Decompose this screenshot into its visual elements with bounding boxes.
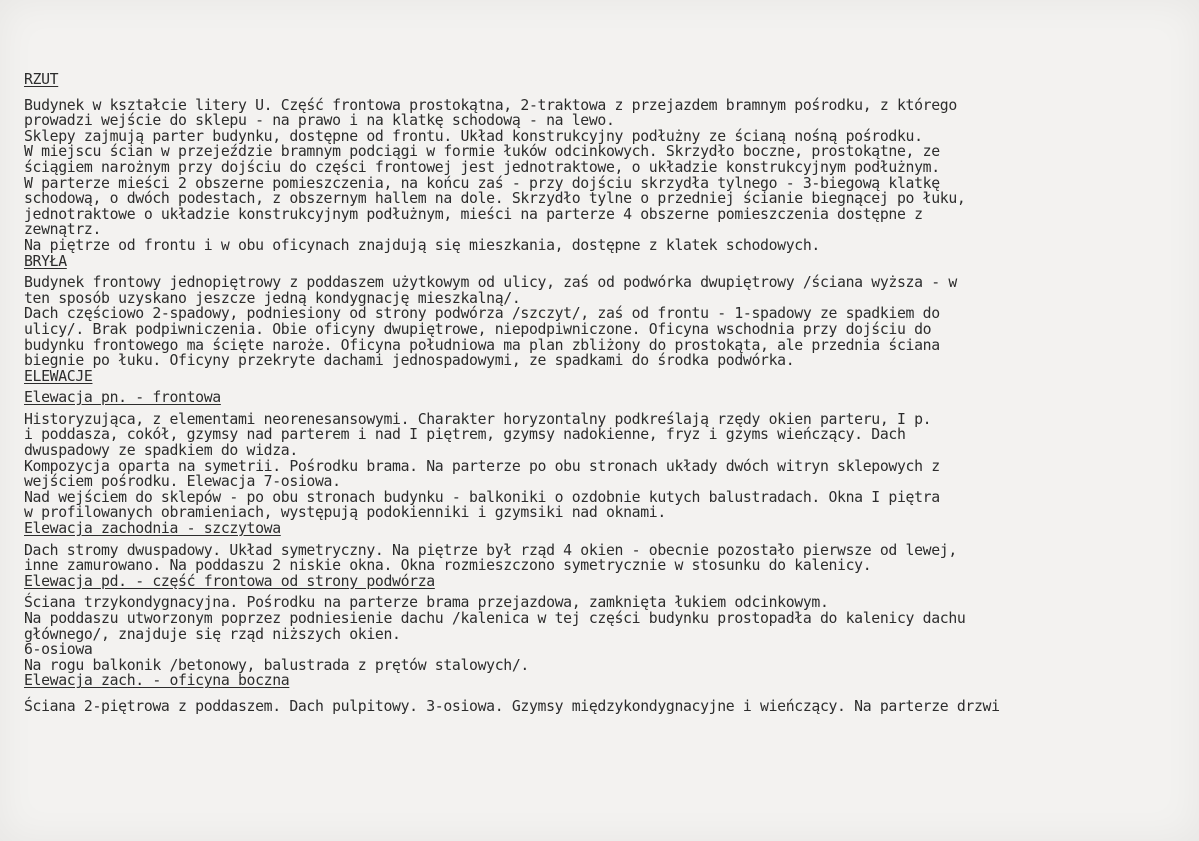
subsection-heading-west: Elewacja zachodnia - szczytowa [24, 520, 281, 538]
text-line: inne zamurowano. Na poddaszu 2 niskie okna. Okna rozmieszczono symetrycznie w stosunku do kalenicy. [24, 557, 872, 575]
typed-text [24, 72, 1196, 715]
text-line: schodową, o dwóch podestach, z obszernym hallem na dole. Skrzydło tylne o przedniej ścianie biegnącej po łuku, [24, 190, 966, 208]
section-heading-elewacje: ELEWACJE [24, 367, 93, 385]
section-heading-rzut: RZUT [24, 71, 59, 88]
text-line: Na rogu balkonik /betonowy, balustrada z prętów stalowych/. [24, 656, 529, 674]
text-line: biegnie po łuku. Oficyny przekryte dachami jednospadowymi, ze spadkami do środka podwórka. [24, 352, 795, 370]
text-line: dwuspadowy ze spadkiem do widza. [24, 442, 298, 460]
subsection-heading-south: Elewacja pd. - część frontowa od strony podwórza [24, 572, 435, 590]
text-line: Historyzująca, z elementami neorenesansowymi. Charakter horyzontalny podkreślają rzędy okien parteru, I p. [24, 410, 932, 428]
text-line: Ściana trzykondygnacyjna. Pośrodku na parterze brama przejazdowa, zamknięta łukiem odcinkowym. [24, 594, 829, 612]
text-line: wejściem pośrodku. Elewacja 7-osiowa. [24, 473, 341, 491]
text-line: W miejscu ścian w przejeździe bramnym podciągi w formie łuków odcinkowych. Skrzydło boczne, prostokątne, ze [24, 143, 940, 161]
text-line: Ściana 2-piętrowa z poddaszem. Dach pulpitowy. 3-osiowa. Gzymsy międzykondygnacyjne i wieńczący. Na parterze drzwi [24, 697, 1000, 715]
text-line: Na piętrze od frontu i w obu oficynach znajdują się mieszkania, dostępne z klatek schodowych. [24, 236, 820, 254]
text-line: jednotraktowe o układzie konstrukcyjnym podłużnym, mieści na parterze 4 obszerne pomieszczenia dostępne z [24, 205, 923, 223]
text-line: ten sposób uzyskano jeszcze jedną kondygnację mieszkalną/. [24, 289, 521, 307]
text-line: Na poddaszu utworzonym poprzez podniesienie dachu /kalenica w tej części budynku prostopadła do kalenicy dachu [24, 610, 966, 627]
text-line: Dach stromy dwuspadowy. Układ symetryczny. Na piętrze był rząd 4 okien - obecnie pozostało pierwsze od lewej, [24, 541, 957, 559]
text-line: ściągiem narożnym przy dojściu do części frontowej jest jednotraktowe, o układzie konstrukcyjnym podłużnym. [24, 158, 940, 176]
text-line: Sklepy zajmują parter budynku, dostępne od frontu. Układ konstrukcyjny podłużny ze ścianą nośną pośrodku. [24, 127, 923, 145]
text-line: Budynek w kształcie litery U. Część frontowa prostokątna, 2-traktowa z przejazdem bramnym pośrodku, z którego [24, 96, 957, 114]
text-line: Budynek frontowy jednopiętrowy z poddaszem użytkowym od ulicy, zaś od podwórka dwupiętrowy /ściana wyższa - w [24, 274, 957, 292]
text-line: 6-osiowa [24, 641, 93, 659]
text-line: Nad wejściem do sklepów - po obu stronach budynku - balkoniki o ozdobnie kutych balustradach. Okna I piętra [24, 488, 940, 506]
text-line: budynku frontowego ma ścięte naroże. Oficyna południowa ma plan zbliżony do prostokąta, ale przednia ściana [24, 336, 940, 354]
text-line: prowadzi wejście do sklepu - na prawo i na klatkę schodową - na lewo. [24, 112, 615, 130]
subsection-heading-side-wing: Elewacja zach. - oficyna boczna [24, 672, 290, 690]
text-line: Kompozycja oparta na symetrii. Pośrodku brama. Na parterze po obu stronach układy dwóch witryn sklepowych z [24, 457, 940, 475]
text-line: głównego/, znajduje się rząd niższych okien. [24, 625, 401, 643]
text-line: W parterze mieści 2 obszerne pomieszczenia, na końcu zaś - przy dojściu skrzydła tylnego - 3-biegową klatkę [24, 174, 940, 192]
text-line: zewnątrz. [24, 221, 102, 239]
section-heading-bryla: BRYŁA [24, 252, 67, 270]
text-line: ulicy/. Brak podpiwniczenia. Obie oficyny dwupiętrowe, niepodpiwniczone. Oficyna wschodnia przy dojściu do [24, 320, 932, 338]
subsection-heading-front: Elewacja pn. - frontowa [24, 389, 221, 407]
text-line: w profilowanych obramieniach, występują podokienniki i gzymsiki nad oknami. [24, 504, 666, 522]
text-line: Dach częściowo 2-spadowy, podniesiony od strony podwórza /szczyt/, zaś od frontu - 1-spadowy ze spadkiem do [24, 305, 940, 323]
text-line: i poddasza, cokół, gzymsy nad parterem i nad I piętrem, gzymsy nadokienne, fryz i gzyms wieńczący. Dach [24, 426, 906, 444]
